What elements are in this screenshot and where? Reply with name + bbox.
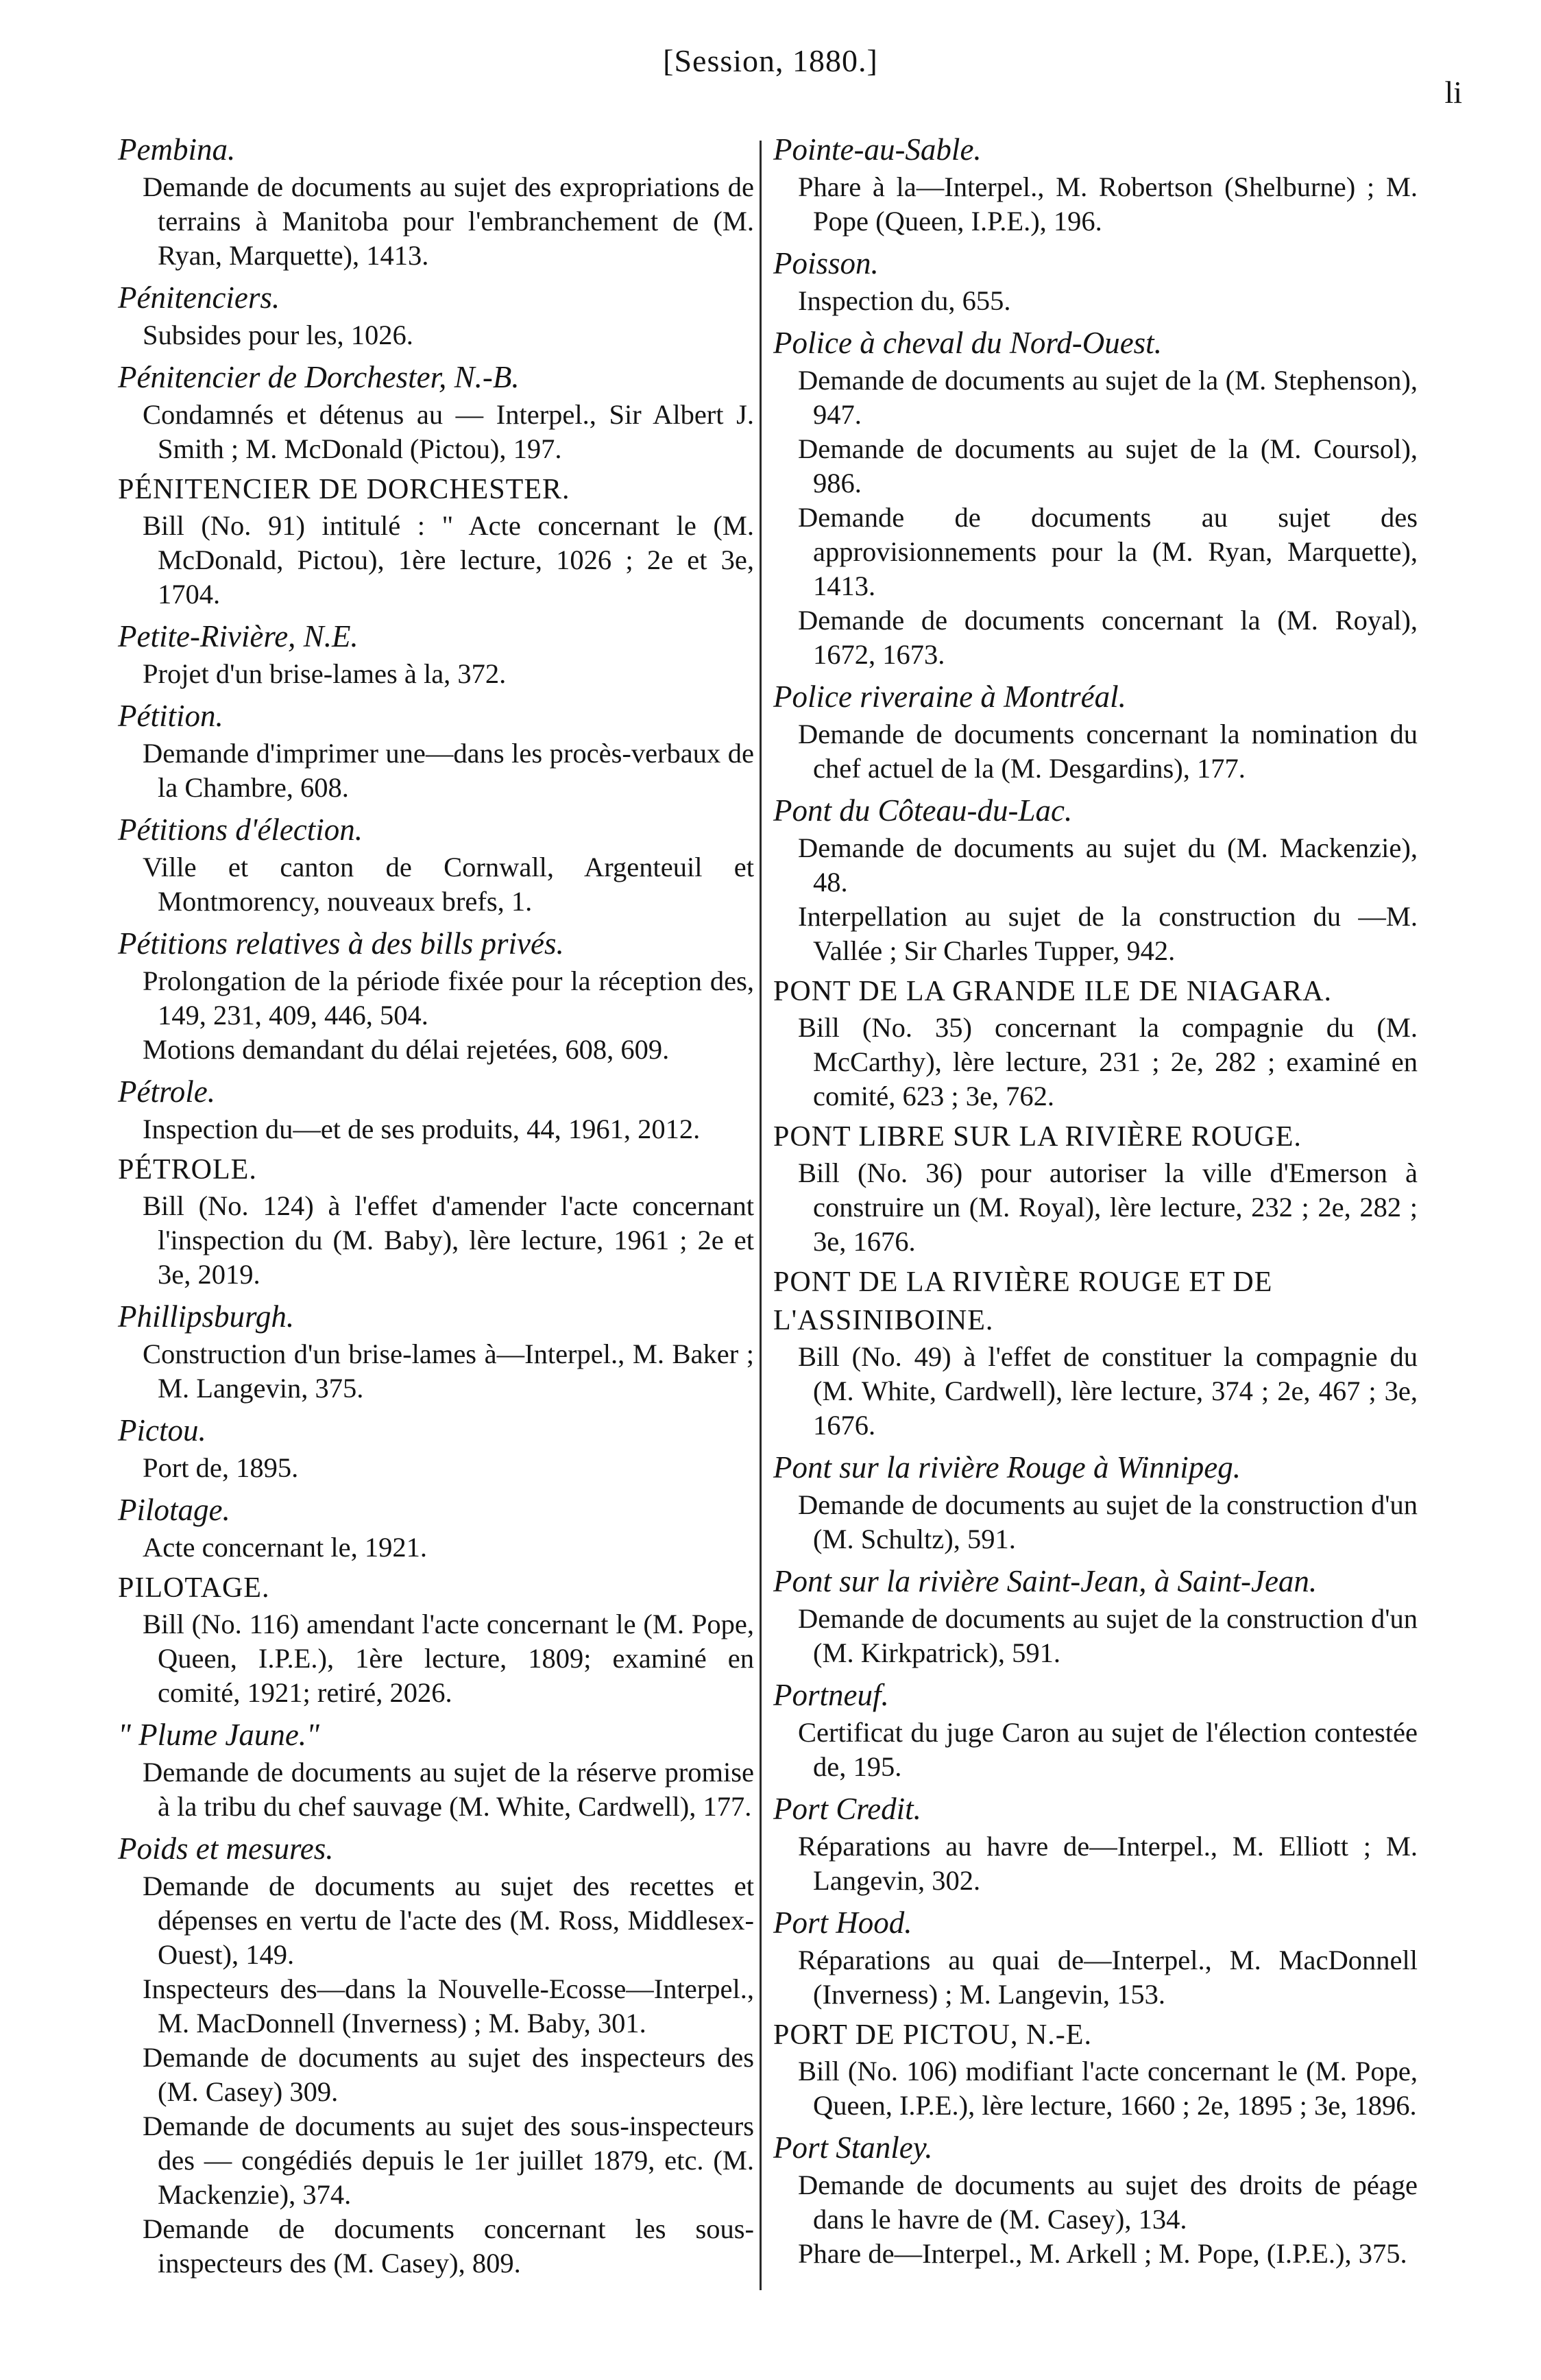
entry-heading: Pénitencier de Dorchester, N.-B. xyxy=(118,360,520,394)
running-header: [Session, 1880.] xyxy=(663,43,878,78)
entry-reference: Demande de documents au sujet de la (M. Stephenson), 947. xyxy=(798,365,1418,430)
entry-heading: Pénitenciers. xyxy=(118,280,280,315)
index-column-right xyxy=(773,129,1418,2275)
entry-heading: Pictou. xyxy=(118,1413,206,1447)
index-entry xyxy=(773,1561,1418,1670)
index-entry xyxy=(118,1828,754,2281)
index-column-left xyxy=(118,129,754,2285)
entry-heading: Pétition. xyxy=(118,699,223,733)
entry-reference: Bill (No. 49) à l'effet de constituer la compagnie du (M. White, Cardwell), lère lecture, 374 ; 2e, 467 ; 3e, 1676. xyxy=(798,1341,1418,1441)
index-entry xyxy=(118,357,754,466)
entry-reference: Condamnés et détenus au — Interpel., Sir Albert J. Smith ; M. McDonald (Pictou), 197. xyxy=(143,399,754,464)
entry-heading: Portneuf. xyxy=(773,1678,889,1712)
entry-reference: Motions demandant du délai rejetées, 608, 609. xyxy=(143,1034,670,1065)
index-entry xyxy=(773,1263,1418,1443)
entry-heading: Port Stanley. xyxy=(773,2130,933,2165)
entry-heading: Pilotage. xyxy=(118,1493,230,1527)
index-entry xyxy=(118,809,754,919)
entry-heading: PÉNITENCIER DE DORCHESTER. xyxy=(118,474,570,505)
entry-reference: Inspection du, 655. xyxy=(798,285,1011,316)
entry-reference: Demande de documents au sujet de la (M. Coursol), 986. xyxy=(798,433,1418,498)
index-entry xyxy=(773,1674,1418,1784)
entry-heading: Port Hood. xyxy=(773,1906,912,1940)
index-entry xyxy=(118,277,754,352)
entry-reference: Demande de documents au sujet des recettes et dépenses en vertu de l'acte des (M. Ross, Middlesex-Ouest), 149. xyxy=(143,1871,754,1970)
index-entry xyxy=(118,1489,754,1565)
index-entry xyxy=(118,923,754,1067)
entry-reference: Ville et canton de Cornwall, Argenteuil et Montmorency, nouveaux brefs, 1. xyxy=(143,852,754,917)
index-entry xyxy=(773,1118,1418,1259)
entry-reference: Demande de documents au sujet des droits de péage dans le havre de (M. Casey), 134. xyxy=(798,2169,1418,2235)
index-entry xyxy=(773,322,1418,672)
entry-reference: Interpellation au sujet de la construction du —M. Vallée ; Sir Charles Tupper, 942. xyxy=(798,901,1418,966)
entry-reference: Inspection du—et de ses produits, 44, 1961, 2012. xyxy=(143,1114,701,1144)
entry-reference: Demande de documents au sujet des approvisionnements pour la (M. Ryan, Marquette), 1413. xyxy=(798,502,1418,601)
entry-reference: Projet d'un brise-lames à la, 372. xyxy=(143,658,507,689)
index-entry xyxy=(118,1071,754,1146)
entry-heading: Poisson. xyxy=(773,246,879,280)
entry-reference: Prolongation de la période fixée pour la réception des, 149, 231, 409, 446, 504. xyxy=(143,965,754,1031)
entry-heading: PORT DE PICTOU, N.-E. xyxy=(773,2019,1092,2051)
entry-heading: Police riveraine à Montréal. xyxy=(773,680,1126,714)
index-entry xyxy=(118,1296,754,1406)
entry-heading: PONT DE LA RIVIÈRE ROUGE ET DE L'ASSINIBOINE. xyxy=(773,1266,1273,1336)
entry-heading: Pétitions d'élection. xyxy=(118,813,363,847)
entry-reference: Demande de documents au sujet des expropriations de terrains à Manitoba pour l'embranchement de (M. Ryan, Marquette), 1413. xyxy=(143,171,754,271)
entry-heading: Pembina. xyxy=(118,132,236,167)
entry-reference: Bill (No. 106) modifiant l'acte concernant le (M. Pope, Queen, I.P.E.), lère lecture, 1660 ; 2e, 1895 ; 3e, 1896. xyxy=(798,2056,1418,2121)
entry-reference: Demande de documents au sujet de la construction d'un (M. Schultz), 591. xyxy=(798,1489,1418,1554)
entry-reference: Bill (No. 35) concernant la compagnie du (M. McCarthy), lère lecture, 231 ; 2e, 282 ; examiné en comité, 623 ; 3e, 762. xyxy=(798,1012,1418,1111)
index-entry xyxy=(118,695,754,805)
entry-heading: Pont du Côteau-du-Lac. xyxy=(773,793,1073,828)
entry-heading: Pointe-au-Sable. xyxy=(773,132,982,167)
entry-heading: Police à cheval du Nord-Ouest. xyxy=(773,326,1162,360)
entry-reference: Demande de documents au sujet des inspecteurs des (M. Casey) 309. xyxy=(143,2042,754,2107)
index-entry xyxy=(118,1569,754,1710)
index-entry xyxy=(773,1447,1418,1556)
entry-heading: PILOTAGE. xyxy=(118,1572,270,1604)
entry-heading: Pont sur la rivière Saint-Jean, à Saint-Jean. xyxy=(773,1564,1318,1598)
index-entry xyxy=(773,1788,1418,1898)
entry-reference: Réparations au havre de—Interpel., M. Elliott ; M. Langevin, 302. xyxy=(798,1831,1418,1896)
entry-heading: Pont sur la rivière Rouge à Winnipeg. xyxy=(773,1450,1241,1485)
index-entry xyxy=(118,616,754,691)
entry-reference: Demande de documents au sujet de la construction d'un (M. Kirkpatrick), 591. xyxy=(798,1603,1418,1668)
entry-heading: Pétrole. xyxy=(118,1074,216,1109)
page-number: li xyxy=(1444,75,1462,110)
entry-reference: Port de, 1895. xyxy=(143,1452,299,1483)
entry-reference: Demande d'imprimer une—dans les procès-verbaux de la Chambre, 608. xyxy=(143,738,754,803)
entry-reference: Phare de—Interpel., M. Arkell ; M. Pope, (I.P.E.), 375. xyxy=(798,2238,1407,2269)
entry-reference: Bill (No. 36) pour autoriser la ville d'Emerson à construire un (M. Royal), lère lecture, 232 ; 2e, 282 ; 3e, 1676. xyxy=(798,1157,1418,1257)
index-entry xyxy=(118,1151,754,1292)
entry-reference: Certificat du juge Caron au sujet de l'élection contestée de, 195. xyxy=(798,1717,1418,1782)
entry-reference: Réparations au quai de—Interpel., M. MacDonnell (Inverness) ; M. Langevin, 153. xyxy=(798,1945,1418,2010)
entry-heading: Port Credit. xyxy=(773,1792,921,1826)
index-entry xyxy=(773,1902,1418,2012)
entry-heading: " Plume Jaune." xyxy=(118,1718,319,1752)
index-entry xyxy=(118,129,754,273)
entry-reference: Demande de documents concernant les sous-inspecteurs des (M. Casey), 809. xyxy=(143,2213,754,2279)
entry-heading: Petite-Rivière, N.E. xyxy=(118,619,359,653)
entry-reference: Bill (No. 124) à l'effet d'amender l'acte concernant l'inspection du (M. Baby), lère lecture, 1961 ; 2e et 3e, 2019. xyxy=(143,1190,754,1290)
index-entry xyxy=(118,1714,754,1824)
entry-reference: Bill (No. 116) amendant l'acte concernant le (M. Pope, Queen, I.P.E.), 1ère lecture, 1809; examiné en comité, 1921; retiré, 2026. xyxy=(143,1609,754,1708)
entry-heading: PONT DE LA GRANDE ILE DE NIAGARA. xyxy=(773,976,1333,1007)
index-entry xyxy=(773,676,1418,786)
index-entry xyxy=(773,2016,1418,2123)
entry-reference: Demande de documents concernant la nomination du chef actuel de la (M. Desgardins), 177. xyxy=(798,719,1418,784)
index-entry xyxy=(773,2127,1418,2271)
entry-heading: Pétitions relatives à des bills privés. xyxy=(118,926,564,961)
entry-reference: Bill (No. 91) intitulé : " Acte concernant le (M. McDonald, Pictou), 1ère lecture, 1026 ; 2e et 3e, 1704. xyxy=(143,510,754,610)
entry-reference: Demande de documents au sujet de la réserve promise à la tribu du chef sauvage (M. White, Cardwell), 177. xyxy=(143,1757,754,1822)
entry-heading: PÉTROLE. xyxy=(118,1154,257,1186)
entry-reference: Inspecteurs des—dans la Nouvelle-Ecosse—Interpel., M. MacDonnell (Inverness) ; M. Baby, 301. xyxy=(143,1973,754,2039)
entry-heading: PONT LIBRE SUR LA RIVIÈRE ROUGE. xyxy=(773,1121,1302,1153)
index-entry xyxy=(773,243,1418,318)
entry-reference: Acte concernant le, 1921. xyxy=(143,1532,427,1563)
entry-reference: Subsides pour les, 1026. xyxy=(143,320,413,350)
index-entry xyxy=(773,790,1418,968)
index-entry xyxy=(118,1410,754,1485)
entry-reference: Demande de documents au sujet du (M. Mackenzie), 48. xyxy=(798,832,1418,898)
index-entry xyxy=(118,470,754,612)
entry-heading: Phillipsburgh. xyxy=(118,1299,295,1334)
index-entry xyxy=(773,972,1418,1114)
entry-reference: Construction d'un brise-lames à—Interpel., M. Baker ; M. Langevin, 375. xyxy=(143,1338,754,1404)
column-divider xyxy=(760,141,762,2290)
entry-reference: Demande de documents au sujet des sous-inspecteurs des — congédiés depuis le 1er juillet 1879, etc. (M. Mackenzie), 374. xyxy=(143,2111,754,2210)
entry-heading: Poids et mesures. xyxy=(118,1831,334,1866)
index-entry xyxy=(773,129,1418,239)
entry-reference: Demande de documents concernant la (M. Royal), 1672, 1673. xyxy=(798,605,1418,670)
entry-reference: Phare à la—Interpel., M. Robertson (Shelburne) ; M. Pope (Queen, I.P.E.), 196. xyxy=(798,171,1418,237)
